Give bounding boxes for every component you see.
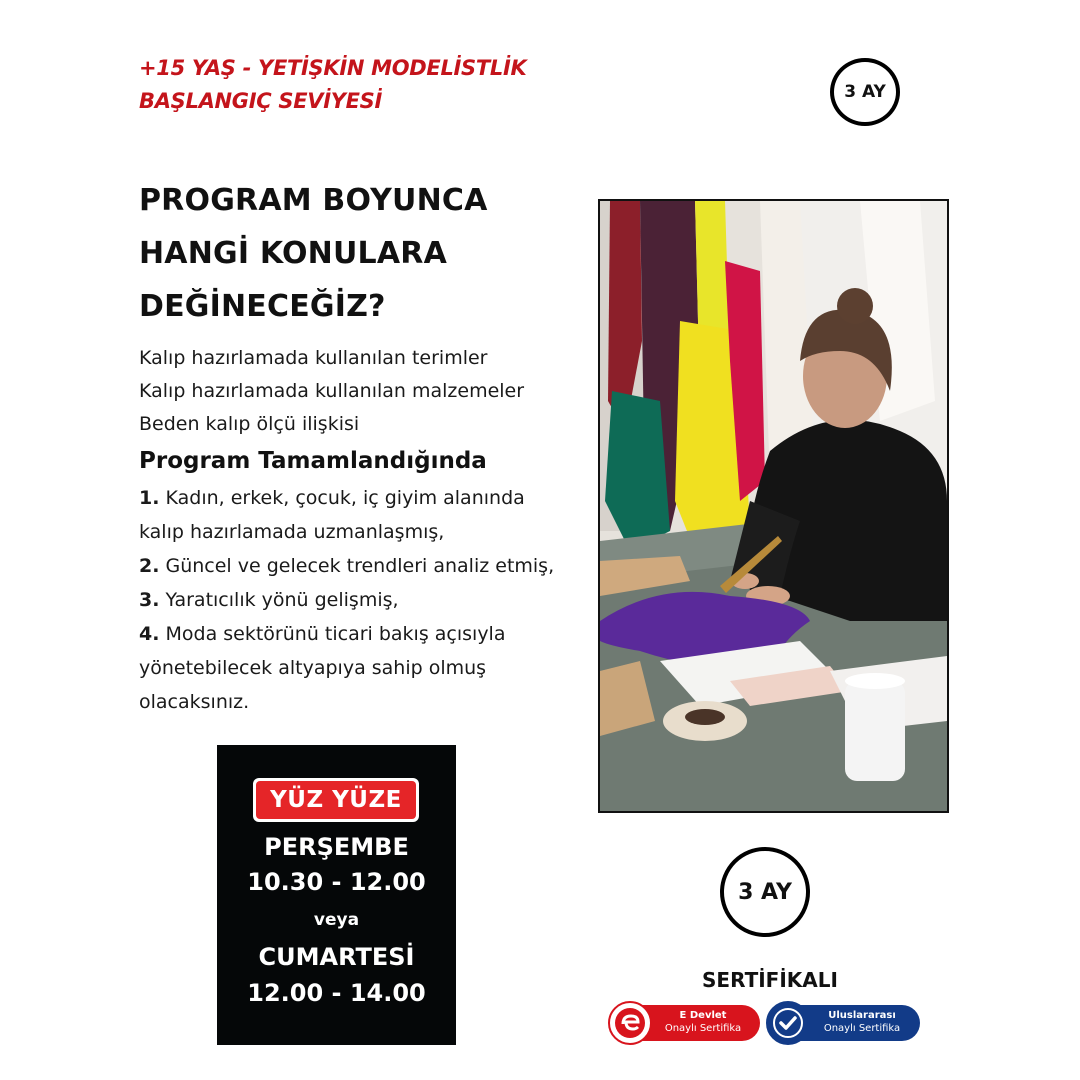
certificate-title: SERTİFİKALI <box>702 968 838 992</box>
schedule-day2: CUMARTESİ <box>258 943 415 971</box>
course-title-line2: BAŞLANGIÇ SEVİYESİ <box>139 89 382 113</box>
outcome-text-continued: olacaksınız. <box>139 691 250 713</box>
schedule-time2: 12.00 - 14.00 <box>247 979 426 1007</box>
heading-line3: DEĞİNECEĞİZ? <box>139 289 386 324</box>
outcome-text: Güncel ve gelecek trendleri analiz etmiş, <box>159 555 555 577</box>
heading-line2: HANGİ KONULARA <box>139 236 447 271</box>
badge-line1: Uluslararası <box>828 1010 896 1021</box>
outcome-item-2 <box>139 549 589 583</box>
outcome-number: 3. <box>139 589 160 611</box>
checkmark-icon <box>766 1001 810 1045</box>
tailoring-photo <box>598 199 949 813</box>
mode-badge <box>253 778 419 822</box>
topic-item: Beden kalıp ölçü ilişkisi <box>139 413 360 435</box>
e-devlet-certificate-badge <box>612 1005 760 1041</box>
badge-line2: Onaylı Sertifika <box>823 1023 901 1034</box>
outcome-number: 1. <box>139 487 160 509</box>
badge-line1: E Devlet <box>679 1010 727 1021</box>
outcome-text: Moda sektörünü ticari bakış açısıyla <box>159 623 506 645</box>
topic-item: Kalıp hazırlamada kullanılan malzemeler <box>139 380 525 402</box>
schedule-time1: 10.30 - 12.00 <box>247 868 426 896</box>
schedule-box <box>217 745 456 1045</box>
completion-heading: Program Tamamlandığında <box>139 448 487 474</box>
duration-badge-top: 3 AY <box>830 58 900 126</box>
course-title-line1: +15 YAŞ - YETİŞKİN MODELİSTLİK <box>139 56 527 80</box>
outcome-item-1 <box>139 481 589 515</box>
e-devlet-logo-icon <box>608 1001 652 1045</box>
outcome-text: Yaratıcılık yönü gelişmiş, <box>159 589 399 611</box>
section-heading <box>139 174 579 333</box>
heading-line1: PROGRAM BOYUNCA <box>139 183 488 218</box>
international-certificate-badge <box>770 1005 920 1041</box>
outcome-item-3 <box>139 583 589 617</box>
outcome-number: 2. <box>139 555 160 577</box>
outcome-text-continued: kalıp hazırlamada uzmanlaşmış, <box>139 521 445 543</box>
schedule-day1: PERŞEMBE <box>264 833 409 861</box>
outcome-text-continued: yönetebilecek altyapıya sahip olmuş <box>139 657 487 679</box>
outcome-number: 4. <box>139 623 160 645</box>
mode-label: YÜZ YÜZE <box>256 781 416 819</box>
topics-list <box>139 342 589 441</box>
duration-badge-bottom: 3 AY <box>720 847 810 937</box>
topic-item: Kalıp hazırlamada kullanılan terimler <box>139 347 488 369</box>
badge-line2: Onaylı Sertifika <box>664 1023 742 1034</box>
outcome-text: Kadın, erkek, çocuk, iç giyim alanında <box>159 487 525 509</box>
outcomes-list <box>139 481 589 719</box>
course-title <box>139 52 779 118</box>
outcome-item-4 <box>139 617 589 651</box>
schedule-or: veya <box>313 910 360 930</box>
